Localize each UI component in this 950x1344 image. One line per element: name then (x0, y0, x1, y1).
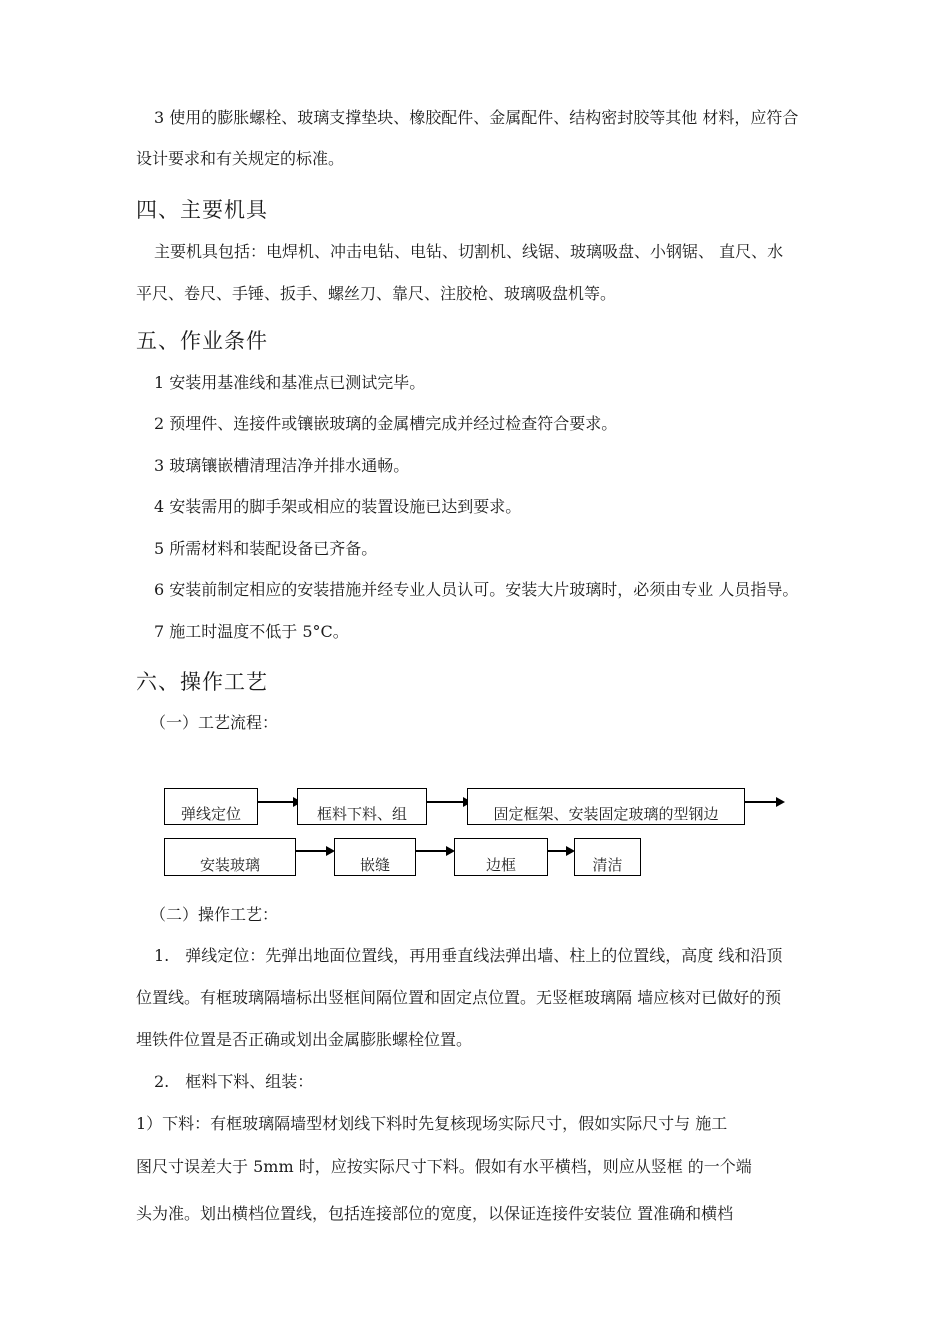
flow-arrow-1 (258, 801, 294, 803)
condition-item-2: 2 预埋件、连接件或镶嵌玻璃的金属槽完成并经过检查符合要求。 (154, 414, 618, 433)
condition-item-4: 4 安装需用的脚手架或相应的装置设施已达到要求。 (154, 497, 522, 516)
paragraph-3-line-3: 头为准。划出横档位置线，包括连接部位的宽度，以保证连接件安装位 置准确和横档 (136, 1204, 734, 1223)
materials-paragraph-line-2: 设计要求和有关规定的标准。 (136, 149, 345, 168)
flow-step-1: 弹线定位 (164, 788, 258, 825)
subheading-operation-process: （二）操作工艺： (150, 905, 279, 924)
flow-arrow-2 (427, 801, 464, 803)
flow-arrow-5 (416, 850, 447, 852)
condition-item-5: 5 所需材料和装配设备已齐备。 (154, 539, 378, 558)
materials-paragraph-line-1: 3 使用的膨胀螺栓、玻璃支撑垫块、橡胶配件、金属配件、结构密封胶等其他 材料，应符合 (154, 108, 799, 127)
subheading-process-flow: （一）工艺流程： (150, 713, 279, 732)
tools-paragraph-line-1: 主要机具包括：电焊机、冲击电钻、电钻、切割机、线锯、玻璃吸盘、小钢锯、 直尺、水 (154, 242, 784, 261)
condition-item-7: 7 施工时温度不低于 5°C。 (154, 622, 349, 641)
flow-step-6: 边框 (454, 838, 548, 876)
condition-item-1: 1 安装用基准线和基准点已测试完毕。 (154, 373, 426, 392)
flow-arrow-3 (745, 801, 777, 803)
paragraph-1-line-2: 位置线。有框玻璃隔墙标出竖框间隔位置和固定点位置。无竖框玻璃隔 墙应核对已做好的预 (136, 988, 782, 1007)
flow-arrow-4 (296, 850, 327, 852)
flow-arrow-6 (548, 850, 567, 852)
section-heading-conditions: 五、作业条件 (136, 329, 268, 353)
flow-step-2: 框料下料、组 (297, 788, 427, 825)
flow-step-5: 嵌缝 (334, 838, 416, 876)
flow-step-4: 安装玻璃 (164, 838, 296, 876)
condition-item-3: 3 玻璃镶嵌槽清理洁净并排水通畅。 (154, 456, 410, 475)
paragraph-1-line-1: 1. 弹线定位：先弹出地面位置线，再用垂直线法弹出墙、柱上的位置线，高度 线和沿顶 (154, 946, 783, 965)
paragraph-3-line-2: 图尺寸误差大于 5mm 时，应按实际尺寸下料。假如有水平横档，则应从竖框 的一个端 (136, 1157, 752, 1176)
tools-paragraph-line-2: 平尺、卷尺、手锤、扳手、螺丝刀、靠尺、注胶枪、玻璃吸盘机等。 (136, 284, 617, 303)
section-heading-tools: 四、主要机具 (136, 198, 268, 222)
condition-item-6: 6 安装前制定相应的安装措施并经专业人员认可。安装大片玻璃时，必须由专业 人员指导。 (154, 580, 799, 599)
flow-step-3: 固定框架、安装固定玻璃的型钢边 (467, 788, 745, 825)
paragraph-1-line-3: 埋铁件位置是否正确或划出金属膨胀螺栓位置。 (136, 1030, 473, 1049)
section-heading-operation: 六、操作工艺 (136, 670, 268, 694)
paragraph-3-line-1: 1）下料：有框玻璃隔墙型材划线下料时先复核现场实际尺寸，假如实际尺寸与 施工 (136, 1114, 728, 1133)
paragraph-2-title: 2. 框料下料、组装： (154, 1072, 314, 1091)
flow-step-7: 清洁 (574, 838, 641, 876)
